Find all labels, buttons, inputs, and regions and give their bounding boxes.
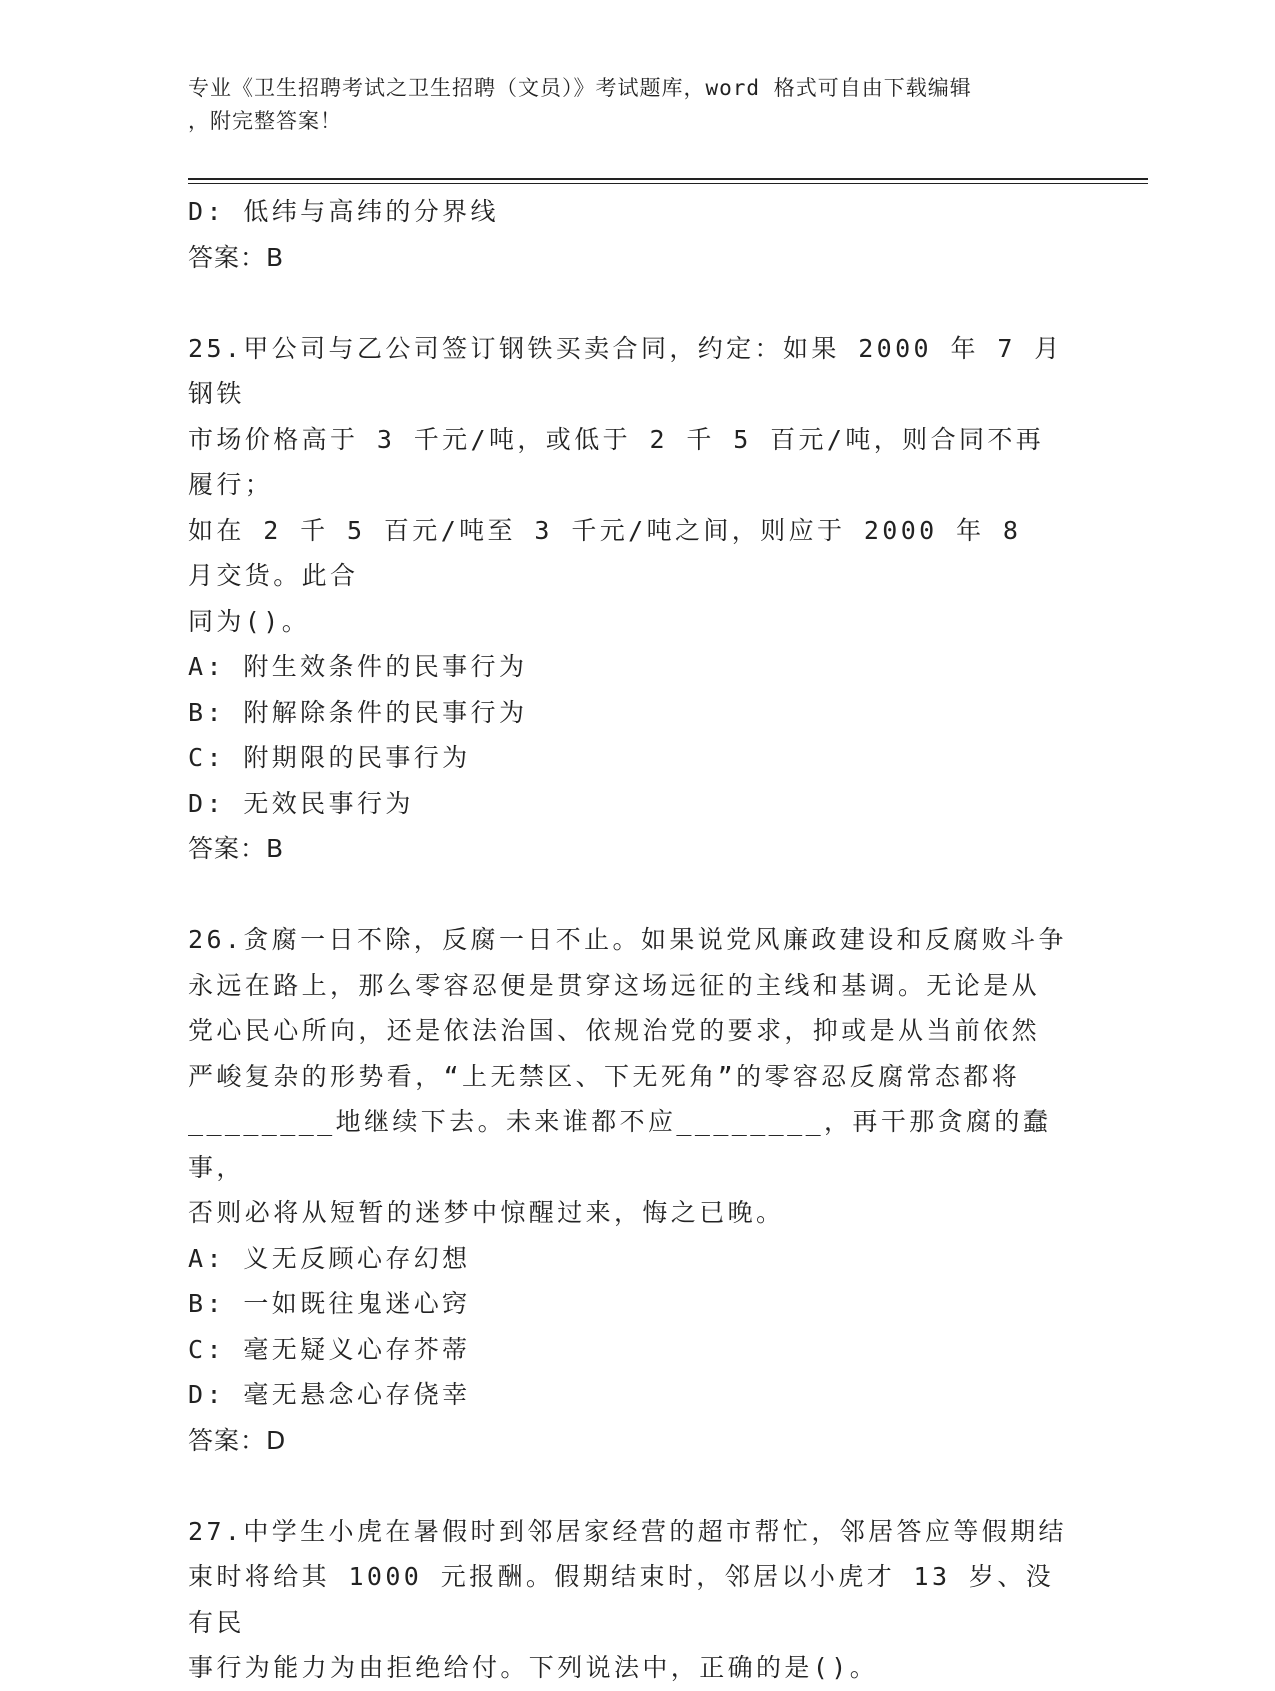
q25-option-d: D: 无效民事行为: [188, 788, 414, 818]
q25-option-c: C: 附期限的民事行为: [188, 743, 471, 772]
q25-stem-line: 同为()。: [188, 606, 311, 636]
q26-option-b: B: 一如既往鬼迷心窍: [188, 1289, 471, 1318]
spacer: [188, 1463, 1068, 1509]
q26-answer: 答案：D: [188, 1425, 287, 1455]
q25-option-b: B: 附解除条件的民事行为: [188, 697, 528, 727]
header-rule-thin: [188, 183, 1148, 184]
header-line-1: 专业《卫生招聘考试之卫生招聘（文员）》考试题库，word 格式可自由下载编辑: [188, 76, 972, 100]
document-header: [188, 72, 1068, 138]
spacer: [188, 872, 1068, 918]
q25-stem-line: 如在 2 千 5 百元/吨至 3 千元/吨之间，则应于 2000 年 8 月交货。此合: [188, 515, 1022, 590]
prev-option-d: D: 低纬与高纬的分界线: [188, 197, 499, 226]
document-body: [188, 189, 1068, 1691]
question-26: [188, 917, 1068, 1463]
spacer: [188, 280, 1068, 326]
q26-stem-line: 否则必将从短暂的迷梦中惊醒过来，悔之已晚。: [188, 1198, 785, 1227]
q25-answer: 答案：B: [188, 834, 285, 863]
q26-option-a: A: 义无反顾心存幻想: [188, 1243, 471, 1273]
q26-stem-line: 党心民心所向，还是依法治国、依规治党的要求，抑或是从当前依然: [188, 1016, 1041, 1045]
q26-stem-line: ________地继续下去。未来谁都不应________，再干那贪腐的蠢事，: [188, 1107, 1052, 1182]
q27-stem-line: 27.中学生小虎在暑假时到邻居家经营的超市帮忙，邻居答应等假期结: [188, 1516, 1067, 1546]
q26-option-c: C: 毫无疑义心存芥蒂: [188, 1334, 471, 1364]
header-line-2: ，附完整答案！: [188, 109, 342, 133]
q26-stem-line: 永远在路上，那么零容忍便是贯穿这场远征的主线和基调。无论是从: [188, 970, 1041, 1000]
q25-option-a: A: 附生效条件的民事行为: [188, 652, 528, 681]
q26-stem-line: 严峻复杂的形势看，“上无禁区、下无死角”的零容忍反腐常态都将: [188, 1061, 1021, 1091]
q25-stem-line: 25.甲公司与乙公司签订钢铁买卖合同，约定：如果 2000 年 7 月钢铁: [188, 333, 1063, 408]
header-rule-thick: [188, 178, 1148, 180]
q27-stem-line: 束时将给其 1000 元报酬。假期结束时，邻居以小虎才 13 岁、没有民: [188, 1562, 1055, 1637]
q26-stem-line: 26.贪腐一日不除，反腐一日不止。如果说党风廉政建设和反腐败斗争: [188, 925, 1067, 954]
q26-option-d: D: 毫无悬念心存侥幸: [188, 1380, 471, 1409]
prev-answer: 答案：B: [188, 242, 285, 272]
question-27: [188, 1509, 1068, 1691]
question-25: [188, 326, 1068, 872]
q27-stem-line: 事行为能力为由拒绝给付。下列说法中，正确的是()。: [188, 1653, 879, 1682]
q25-stem-line: 市场价格高于 3 千元/吨，或低于 2 千 5 百元/吨，则合同不再履行；: [188, 424, 1045, 499]
